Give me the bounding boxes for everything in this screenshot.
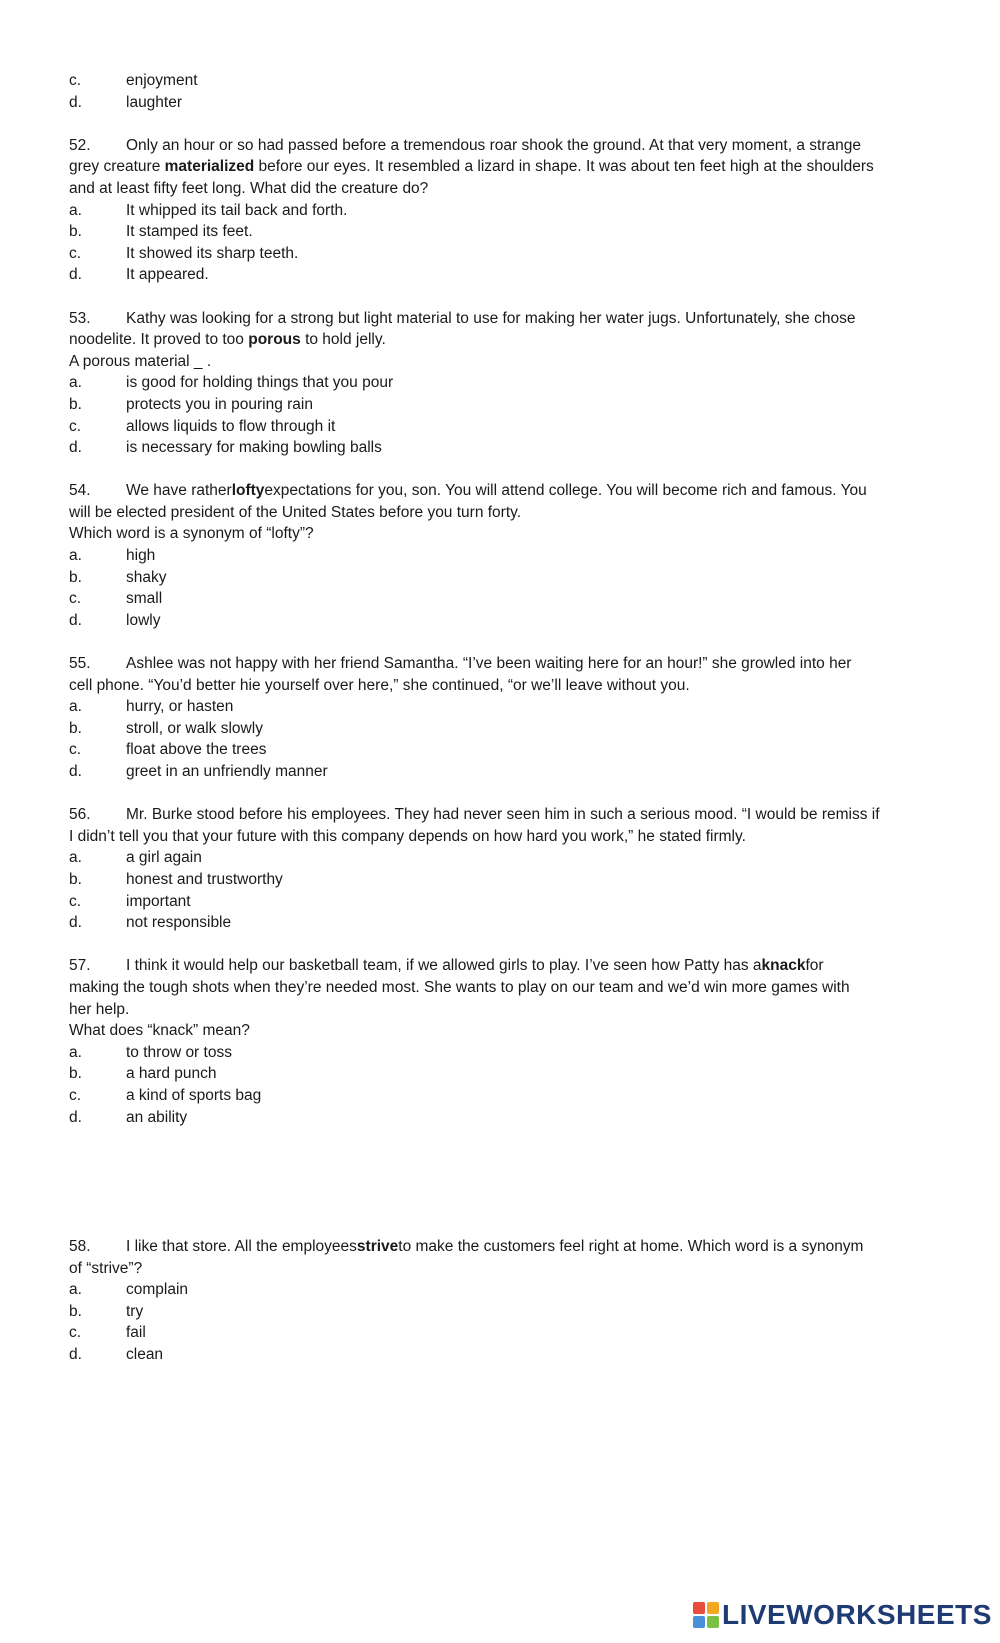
- question-number: 52.: [69, 136, 91, 154]
- question-stem-line: her help.: [69, 1000, 130, 1018]
- option-text: shaky: [126, 568, 167, 586]
- option-row[interactable]: [69, 1063, 929, 1085]
- logo-square: [693, 1602, 705, 1614]
- key-word: knack: [761, 957, 806, 975]
- question-stem-line: What does “knack” mean?: [69, 1022, 250, 1040]
- option-letter: a.: [69, 1281, 82, 1299]
- question-text: grey creature: [69, 158, 165, 176]
- option-letter: d.: [69, 914, 82, 932]
- option-letter: d.: [69, 611, 82, 629]
- option-text: a hard punch: [126, 1065, 217, 1083]
- option-row[interactable]: [69, 221, 929, 243]
- option-text: important: [126, 892, 191, 910]
- option-letter: c.: [69, 417, 82, 435]
- option-row[interactable]: [69, 610, 929, 632]
- option-letter: d.: [69, 763, 82, 780]
- liveworksheets-logo[interactable]: [693, 1599, 992, 1631]
- option-text: laughter: [126, 93, 183, 111]
- option-letter: b.: [69, 568, 82, 586]
- question-text: Kathy was looking for a strong but light material to use for making her water jugs. Unfortunately, she chose: [126, 309, 856, 327]
- question-text: before our eyes. It resembled a lizard in shape. It was about ten feet high at the shoulders: [254, 158, 874, 176]
- option-letter: b.: [69, 719, 82, 737]
- option-row[interactable]: [69, 696, 929, 718]
- question-stem-line: [69, 329, 929, 351]
- option-row[interactable]: [69, 70, 929, 92]
- option-letter: d.: [69, 1346, 82, 1364]
- option-letter: c.: [69, 741, 82, 759]
- question-number: 54.: [69, 482, 91, 500]
- option-text: greet in an unfriendly manner: [126, 763, 328, 780]
- question-stem-line: and at least fifty feet long. What did the creature do?: [69, 179, 429, 197]
- option-text: try: [126, 1302, 144, 1320]
- option-row[interactable]: [69, 1107, 929, 1129]
- option-row[interactable]: [69, 912, 929, 934]
- option-row[interactable]: [69, 567, 929, 589]
- question-number: 56.: [69, 806, 91, 824]
- question-stem-line: A porous material _ .: [69, 352, 212, 370]
- question-55: [69, 653, 929, 783]
- option-letter: c.: [69, 892, 82, 910]
- option-row[interactable]: [69, 1322, 929, 1344]
- question-stem-line: of “strive”?: [69, 1259, 143, 1277]
- question-text: expectations for you, son. You will attend college. You will become rich and famous. You: [264, 482, 867, 500]
- key-word: lofty: [231, 482, 265, 500]
- option-letter: a.: [69, 698, 82, 716]
- key-word: strive: [356, 1238, 399, 1256]
- option-letter: c.: [69, 244, 82, 262]
- question-number: 57.: [69, 957, 91, 975]
- logo-square: [707, 1616, 719, 1628]
- option-row[interactable]: [69, 1042, 929, 1064]
- option-row[interactable]: [69, 718, 929, 740]
- question-53: [69, 308, 929, 459]
- option-letter: a.: [69, 547, 82, 565]
- option-row[interactable]: [69, 264, 929, 286]
- question-stem-line: [69, 480, 929, 502]
- option-letter: a.: [69, 374, 82, 392]
- question-text: We have rather: [126, 482, 232, 500]
- question-stem-line: cell phone. “You’d better hie yourself over here,” she continued, “or we’ll leave without you.: [69, 676, 690, 694]
- option-letter: a.: [69, 201, 82, 219]
- question-stem-line: [69, 135, 929, 157]
- option-letter: a.: [69, 849, 82, 867]
- option-text: clean: [126, 1346, 164, 1364]
- option-row[interactable]: [69, 869, 929, 891]
- option-row[interactable]: [69, 588, 929, 610]
- option-letter: c.: [69, 590, 82, 608]
- option-row[interactable]: [69, 92, 929, 114]
- option-text: to throw or toss: [126, 1043, 232, 1061]
- option-text: float above the trees: [126, 741, 267, 759]
- option-text: protects you in pouring rain: [126, 395, 313, 413]
- question-text: Only an hour or so had passed before a tremendous roar shook the ground. At that very moment, a strange: [126, 136, 861, 154]
- option-text: a kind of sports bag: [126, 1086, 262, 1104]
- question-text: Ashlee was not happy with her friend Samantha. “I’ve been waiting here for an hour!” she growled into her: [126, 655, 852, 673]
- option-text: a girl again: [126, 849, 202, 867]
- option-text: is good for holding things that you pour: [126, 374, 394, 392]
- question-text: noodelite. It proved to too: [69, 331, 249, 349]
- question-number: 58.: [69, 1238, 91, 1256]
- question-stem-line: making the tough shots when they’re needed most. She wants to play on our team and we’d win more games with: [69, 978, 850, 996]
- option-letter: b.: [69, 395, 82, 413]
- option-row[interactable]: [69, 891, 929, 913]
- option-row[interactable]: [69, 1085, 929, 1107]
- option-row[interactable]: [69, 761, 929, 783]
- question-stem-line: I didn’t tell you that your future with this company depends on how hard you work,” he stated firmly.: [69, 827, 746, 845]
- option-text: enjoyment: [126, 72, 198, 89]
- option-text: It stamped its feet.: [126, 223, 253, 241]
- worksheet-page: [69, 70, 929, 1366]
- question-stem-line: [69, 308, 929, 330]
- question-52: [69, 135, 929, 286]
- option-text: It showed its sharp teeth.: [126, 244, 299, 262]
- question-54: [69, 480, 929, 631]
- option-text: small: [126, 590, 163, 608]
- option-row[interactable]: [69, 372, 929, 394]
- option-letter: b.: [69, 223, 82, 241]
- option-letter: b.: [69, 870, 82, 888]
- question-text: I like that store. All the employees: [126, 1238, 357, 1256]
- question-stem-line: [69, 955, 929, 977]
- question-text: I think it would help our basketball team, if we allowed girls to play. I’ve seen how Patty has a: [126, 957, 762, 975]
- option-letter: d.: [69, 1108, 82, 1126]
- option-letter: d.: [69, 93, 82, 111]
- logo-square: [707, 1602, 719, 1614]
- option-row[interactable]: [69, 243, 929, 265]
- question-number: 55.: [69, 655, 91, 673]
- option-text: is necessary for making bowling balls: [126, 439, 382, 457]
- question-57: [69, 955, 929, 1128]
- option-text: honest and trustworthy: [126, 870, 283, 888]
- option-letter: b.: [69, 1302, 82, 1320]
- option-row[interactable]: [69, 416, 929, 438]
- option-row[interactable]: [69, 1279, 929, 1301]
- question-stem-line: Which word is a synonym of “lofty”?: [69, 525, 314, 543]
- option-text: complain: [126, 1281, 189, 1299]
- question-stem-line: [69, 653, 929, 675]
- question-58: [69, 1236, 929, 1366]
- option-row[interactable]: [69, 847, 929, 869]
- option-text: an ability: [126, 1108, 188, 1126]
- question-number: 53.: [69, 309, 91, 327]
- question-stem-line: [69, 1236, 929, 1258]
- option-row[interactable]: [69, 545, 929, 567]
- option-row[interactable]: [69, 200, 929, 222]
- logo-grid-icon: [693, 1602, 719, 1628]
- option-letter: a.: [69, 1043, 82, 1061]
- question-text: for: [805, 957, 824, 975]
- option-text: hurry, or hasten: [126, 698, 234, 716]
- option-text: It appeared.: [126, 266, 209, 284]
- option-text: It whipped its tail back and forth.: [126, 201, 348, 219]
- option-letter: c.: [69, 1086, 82, 1104]
- option-letter: c.: [69, 72, 82, 89]
- option-row[interactable]: [69, 1301, 929, 1323]
- option-text: allows liquids to flow through it: [126, 417, 336, 435]
- option-letter: c.: [69, 1324, 82, 1342]
- question-text: Mr. Burke stood before his employees. They had never seen him in such a serious mood. “I would be remiss if: [126, 806, 880, 824]
- logo-square: [693, 1616, 705, 1628]
- key-word: porous: [248, 331, 301, 349]
- q51-options: [69, 70, 929, 113]
- question-text: to hold jelly.: [300, 331, 386, 349]
- question-stem-line: will be elected president of the United States before you turn forty.: [69, 503, 522, 521]
- option-row[interactable]: [69, 394, 929, 416]
- question-56: [69, 804, 929, 934]
- option-letter: d.: [69, 439, 82, 457]
- key-word: materialized: [164, 158, 255, 176]
- option-row[interactable]: [69, 739, 929, 761]
- question-stem-line: [69, 156, 929, 178]
- option-letter: b.: [69, 1065, 82, 1083]
- option-text: fail: [126, 1324, 146, 1342]
- option-row[interactable]: [69, 437, 929, 459]
- logo-text: LIVEWORKSHEETS: [722, 1599, 992, 1630]
- option-text: not responsible: [126, 914, 232, 932]
- question-text: to make the customers feel right at home. Which word is a synonym: [398, 1238, 864, 1256]
- option-text: high: [126, 547, 156, 565]
- option-row[interactable]: [69, 1344, 929, 1366]
- option-text: stroll, or walk slowly: [126, 719, 263, 737]
- question-stem-line: [69, 804, 929, 826]
- option-text: lowly: [126, 611, 161, 629]
- option-letter: d.: [69, 266, 82, 284]
